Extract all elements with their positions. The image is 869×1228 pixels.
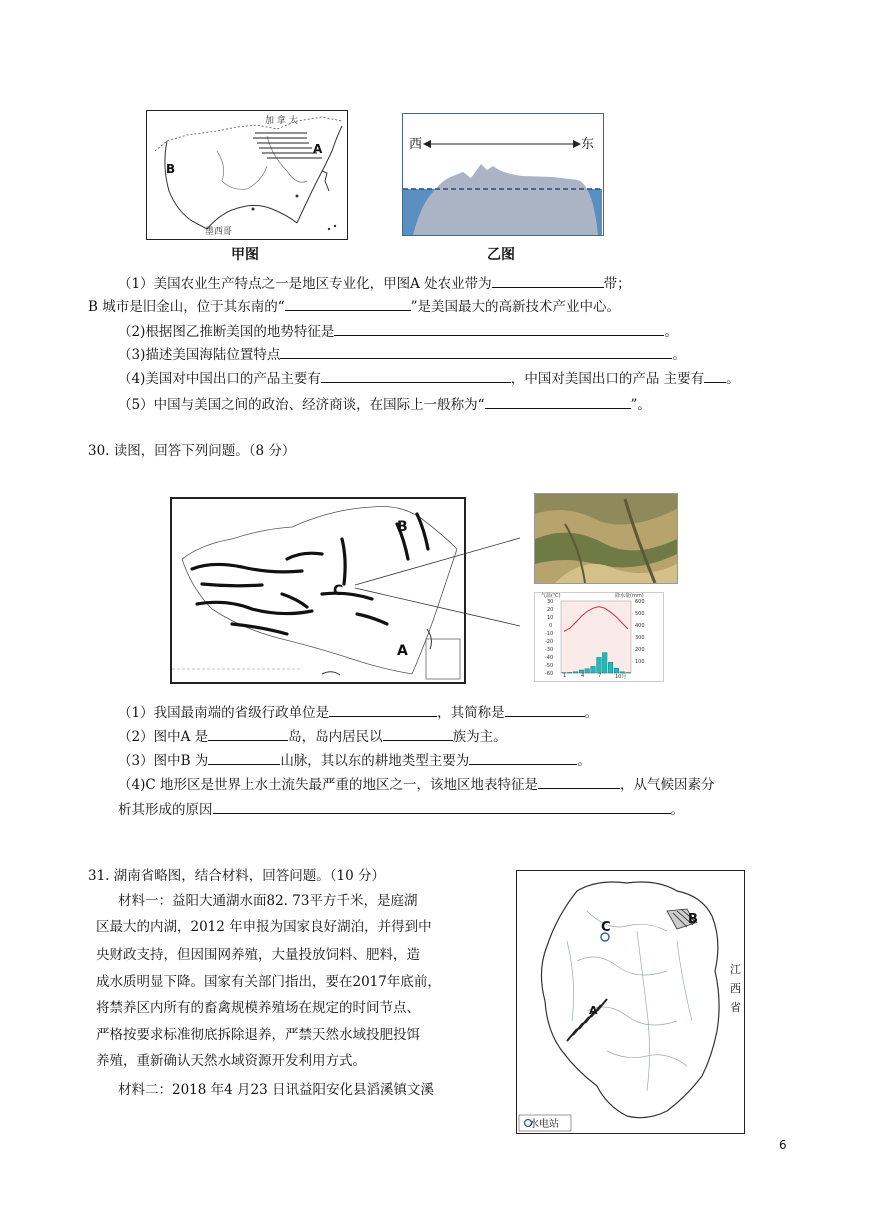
climate-x-tick: 10月: [615, 674, 627, 680]
climate-left-tick: -30: [545, 647, 554, 653]
q29-line6: [118, 393, 651, 415]
precipitation-bar: [585, 669, 590, 673]
q30-blank8[interactable]: [213, 798, 671, 814]
climate-left-tick: -50: [545, 663, 554, 669]
q30-s4c: 析其形成的原因: [118, 802, 213, 818]
q29-blank5[interactable]: [321, 367, 511, 383]
figure-jia-caption: 甲图: [231, 247, 259, 263]
loess-photo-drawing: [535, 494, 677, 583]
q30-title: 30. 读图，回答下列问题。（8 分）: [88, 443, 296, 459]
q29-s1a: （1）美国农业生产特点之一是地区专业化，甲图A 处农业带为: [118, 276, 492, 292]
climate-left-tick: 0: [549, 623, 553, 629]
usa-point-a: A: [313, 142, 323, 156]
precipitation-bar: [591, 666, 596, 673]
climate-chart: [534, 592, 664, 682]
precipitation-bar: [602, 653, 607, 673]
q31-p8: 材料二：2018 年4 月23 日讯益阳安化县滔溪镇文溪: [118, 1082, 434, 1098]
q31-p6: 严格按要求标准彻底拆除退养，严禁天然水域投肥投饵: [96, 1027, 420, 1043]
precipitation-bar: [626, 673, 631, 674]
q29-line3: [118, 320, 678, 342]
q30-blank5[interactable]: [208, 749, 280, 765]
q29-s5a: （5）中国与美国之间的政治、经济商谈，在国际上一般称为“: [118, 397, 485, 413]
q31-p1: 材料一：益阳大通湖水面82. 73平方千米，是庭湖: [118, 893, 418, 909]
q30-blank4[interactable]: [383, 725, 453, 741]
hunan-east-label: [730, 960, 742, 1017]
label-mexico: 墨西哥: [205, 227, 233, 237]
q29-line4: [118, 343, 686, 365]
hunan-east-char: 省: [730, 1001, 741, 1014]
q30-blank3[interactable]: [208, 725, 288, 741]
climate-right-axis-title: 降水量(mm): [615, 593, 644, 599]
q29-s1c: B 城市是旧金山，位于其东南的“: [88, 299, 285, 315]
climate-left-tick: 20: [547, 607, 554, 613]
profile-east-label: 东: [581, 137, 595, 152]
pointer-lines: [350, 530, 530, 640]
climate-right-tick: 200: [635, 647, 645, 653]
usa-map: [146, 110, 348, 240]
climate-x-tick: 1: [563, 673, 567, 679]
q29-blank6[interactable]: [704, 367, 726, 383]
q29-s4c: 。: [726, 371, 740, 387]
hunan-point-b: B: [688, 912, 698, 927]
climate-left-tick: 30: [547, 599, 554, 605]
label-canada: 加 拿 大: [265, 116, 298, 126]
q30-blank2[interactable]: [505, 701, 585, 717]
precipitation-bar: [608, 662, 613, 673]
climate-x-tick: 4: [581, 673, 585, 679]
q30-s4b: ，从气候因素分: [619, 777, 715, 793]
precipitation-bar: [567, 672, 572, 673]
hunan-map-drawing: [517, 871, 744, 1133]
q29-s2end: 。: [664, 324, 678, 340]
q30-s1c: 。: [584, 705, 599, 721]
q29-line1: [118, 272, 631, 294]
climate-left-axis-title: 气温(℃): [541, 593, 561, 599]
loess-plateau-photo: [534, 493, 678, 584]
q30-s3b: 山脉，其以东的耕地类型主要为: [280, 753, 470, 769]
q29-blank2[interactable]: [285, 295, 411, 311]
q29-s2: （2)根据图乙推断美国的地势特征是: [118, 324, 335, 340]
q30-line5: [118, 798, 684, 820]
climate-right-tick: 400: [635, 623, 645, 629]
hunan-east-char: 西: [730, 982, 741, 995]
q29-blank3[interactable]: [334, 320, 664, 336]
q31-p4: 成水质明显下降。国家有关部门指出，要在2017年底前，: [96, 974, 441, 990]
q30-s1b: ，其简称是: [437, 705, 505, 721]
china-point-b: B: [397, 519, 408, 535]
usa-profile: [402, 113, 604, 236]
q30-s1a: （1）我国最南端的省级行政单位是: [118, 705, 330, 721]
q29-blank7[interactable]: [485, 393, 631, 409]
climate-right-tick: 100: [635, 659, 645, 665]
q29-s4a: （4)美国对中国出口的产品主要有: [118, 371, 321, 387]
q30-line1: [118, 701, 598, 723]
q30-blank1[interactable]: [329, 701, 437, 717]
q29-s1b: 带；: [603, 276, 631, 292]
climate-x-tick: 7: [598, 673, 602, 679]
q29-blank4[interactable]: [280, 343, 672, 359]
q30-s2b: 岛，岛内居民以: [288, 729, 383, 745]
page-number: 6: [779, 1138, 787, 1152]
q29-s3: （3)描述美国海陆位置特点: [118, 347, 281, 363]
climate-left-tick: 10: [547, 615, 554, 621]
precipitation-bar: [573, 672, 578, 673]
hunan-point-a: A: [589, 1004, 598, 1017]
q31-p2: 区最大的内湖，2012 年申报为国家良好湖泊，并得到中: [96, 919, 432, 935]
q30-line3: [118, 749, 591, 771]
q31-title: 31. 湖南省略图，结合材料，回答问题。（10 分）: [88, 868, 385, 884]
q30-line2: [118, 725, 507, 747]
q31-p3: 央财政支持，但因围网养殖，大量投放饲料、肥料，造: [96, 947, 420, 963]
hydropower-legend-label: 水电站: [529, 1119, 559, 1130]
q31-p7: 养殖，重新确认天然水域资源开发利用方式。: [96, 1053, 366, 1069]
climate-right-tick: 500: [635, 611, 645, 617]
q30-s4a: （4)C 地形区是世界上水土流失最严重的地区之一，该地区地表特征是: [118, 777, 538, 793]
q29-line5: [118, 367, 740, 389]
q30-s4d: 。: [670, 802, 684, 818]
hunan-map: [516, 870, 745, 1134]
q29-s3end: 。: [672, 347, 686, 363]
q29-s5b: ”。: [630, 397, 651, 413]
profile-drawing: [403, 114, 603, 235]
q31-p5: 将禁养区内所有的畜禽规模养殖场在规定的时间节点、: [96, 1000, 420, 1016]
china-point-c: C: [333, 583, 344, 599]
figure-yi-caption: 乙图: [487, 247, 515, 263]
usa-map-drawing: [147, 111, 347, 239]
china-point-a: A: [397, 643, 408, 659]
precipitation-bar: [597, 657, 602, 673]
hunan-point-c: C: [601, 920, 611, 935]
q30-line4: [118, 773, 714, 795]
q30-s3a: （3）图中B 为: [118, 753, 209, 769]
climate-right-tick: 300: [635, 635, 645, 641]
q30-s2a: （2）图中A 是: [118, 729, 209, 745]
q30-s2c: 族为主。: [452, 729, 507, 745]
profile-west-label: 西: [409, 137, 423, 152]
q29-s4b: ，中国对美国出口的产品 主要有: [510, 371, 705, 387]
climate-left-tick: -40: [545, 655, 554, 661]
q29-blank1[interactable]: [492, 272, 604, 288]
q30-s3c: 。: [577, 753, 591, 769]
q29-s1d: ”是美国最大的高新技术产业中心。: [410, 299, 621, 315]
climate-left-tick: -60: [545, 671, 554, 677]
climate-left-tick: -10: [545, 631, 554, 637]
climate-left-tick: -20: [545, 639, 554, 645]
climate-right-tick: 600: [635, 599, 645, 605]
q29-line2: [88, 295, 620, 317]
usa-point-b: B: [166, 162, 176, 176]
hunan-east-char: 江: [730, 963, 741, 976]
q30-blank6[interactable]: [469, 749, 577, 765]
q30-blank7[interactable]: [538, 773, 620, 789]
